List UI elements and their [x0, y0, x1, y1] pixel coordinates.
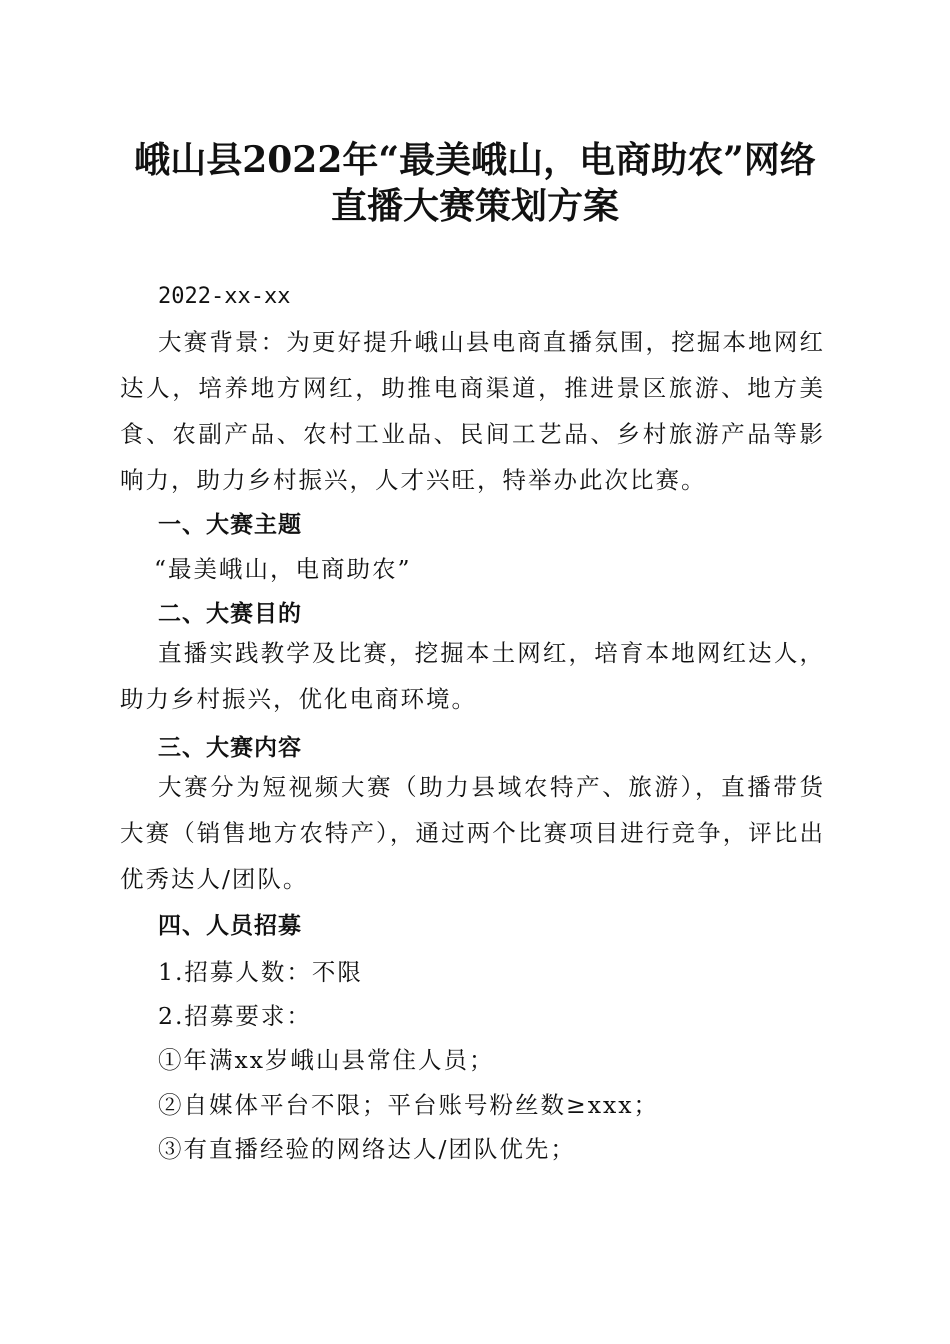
document-title-line-1: 峨山县2022年“最美峨山，电商助农”网络 [134, 139, 816, 181]
section-text-purpose: 直播实践教学及比赛，挖掘本土网红，培育本地网红达人，助力乡村振兴，优化电商环境。 [120, 639, 825, 713]
section-text-content: 大赛分为短视频大赛（助力县域农特产、旅游），直播带货大赛（销售地方农特产），通过两个比赛项目进行竞争，评比出优秀达人/团队。 [120, 773, 825, 893]
recruitment-item: ①年满xx岁峨山县常住人员； [158, 1046, 495, 1074]
recruitment-item: ③有直播经验的网络达人/团队优先； [158, 1135, 576, 1163]
section-heading-content: 三、大赛内容 [158, 735, 302, 761]
document-title-line-2: 直播大赛策划方案 [330, 185, 619, 227]
recruitment-item: 2.招募要求： [158, 1002, 312, 1030]
section-heading-theme: 一、大赛主题 [158, 512, 302, 538]
section-heading-recruitment: 四、人员招募 [158, 913, 302, 939]
recruitment-item: ②自媒体平台不限；平台账号粉丝数≥xxx； [158, 1091, 659, 1119]
recruitment-item: 1.招募人数：不限 [158, 958, 363, 986]
section-heading-purpose: 二、大赛目的 [158, 601, 302, 627]
background-paragraph: 大赛背景：为更好提升峨山县电商直播氛围，挖掘本地网红达人，培养地方网红，助推电商渠道，推进景区旅游、地方美食、农副产品、农村工业品、民间工艺品、乡村旅游产品等影响力，助力乡村振兴，人才兴旺，特举办此次比赛。 [120, 328, 825, 494]
document-date: 2022-xx-xx [158, 284, 291, 309]
section-text-theme: “最美峨山，电商助农” [154, 555, 412, 583]
